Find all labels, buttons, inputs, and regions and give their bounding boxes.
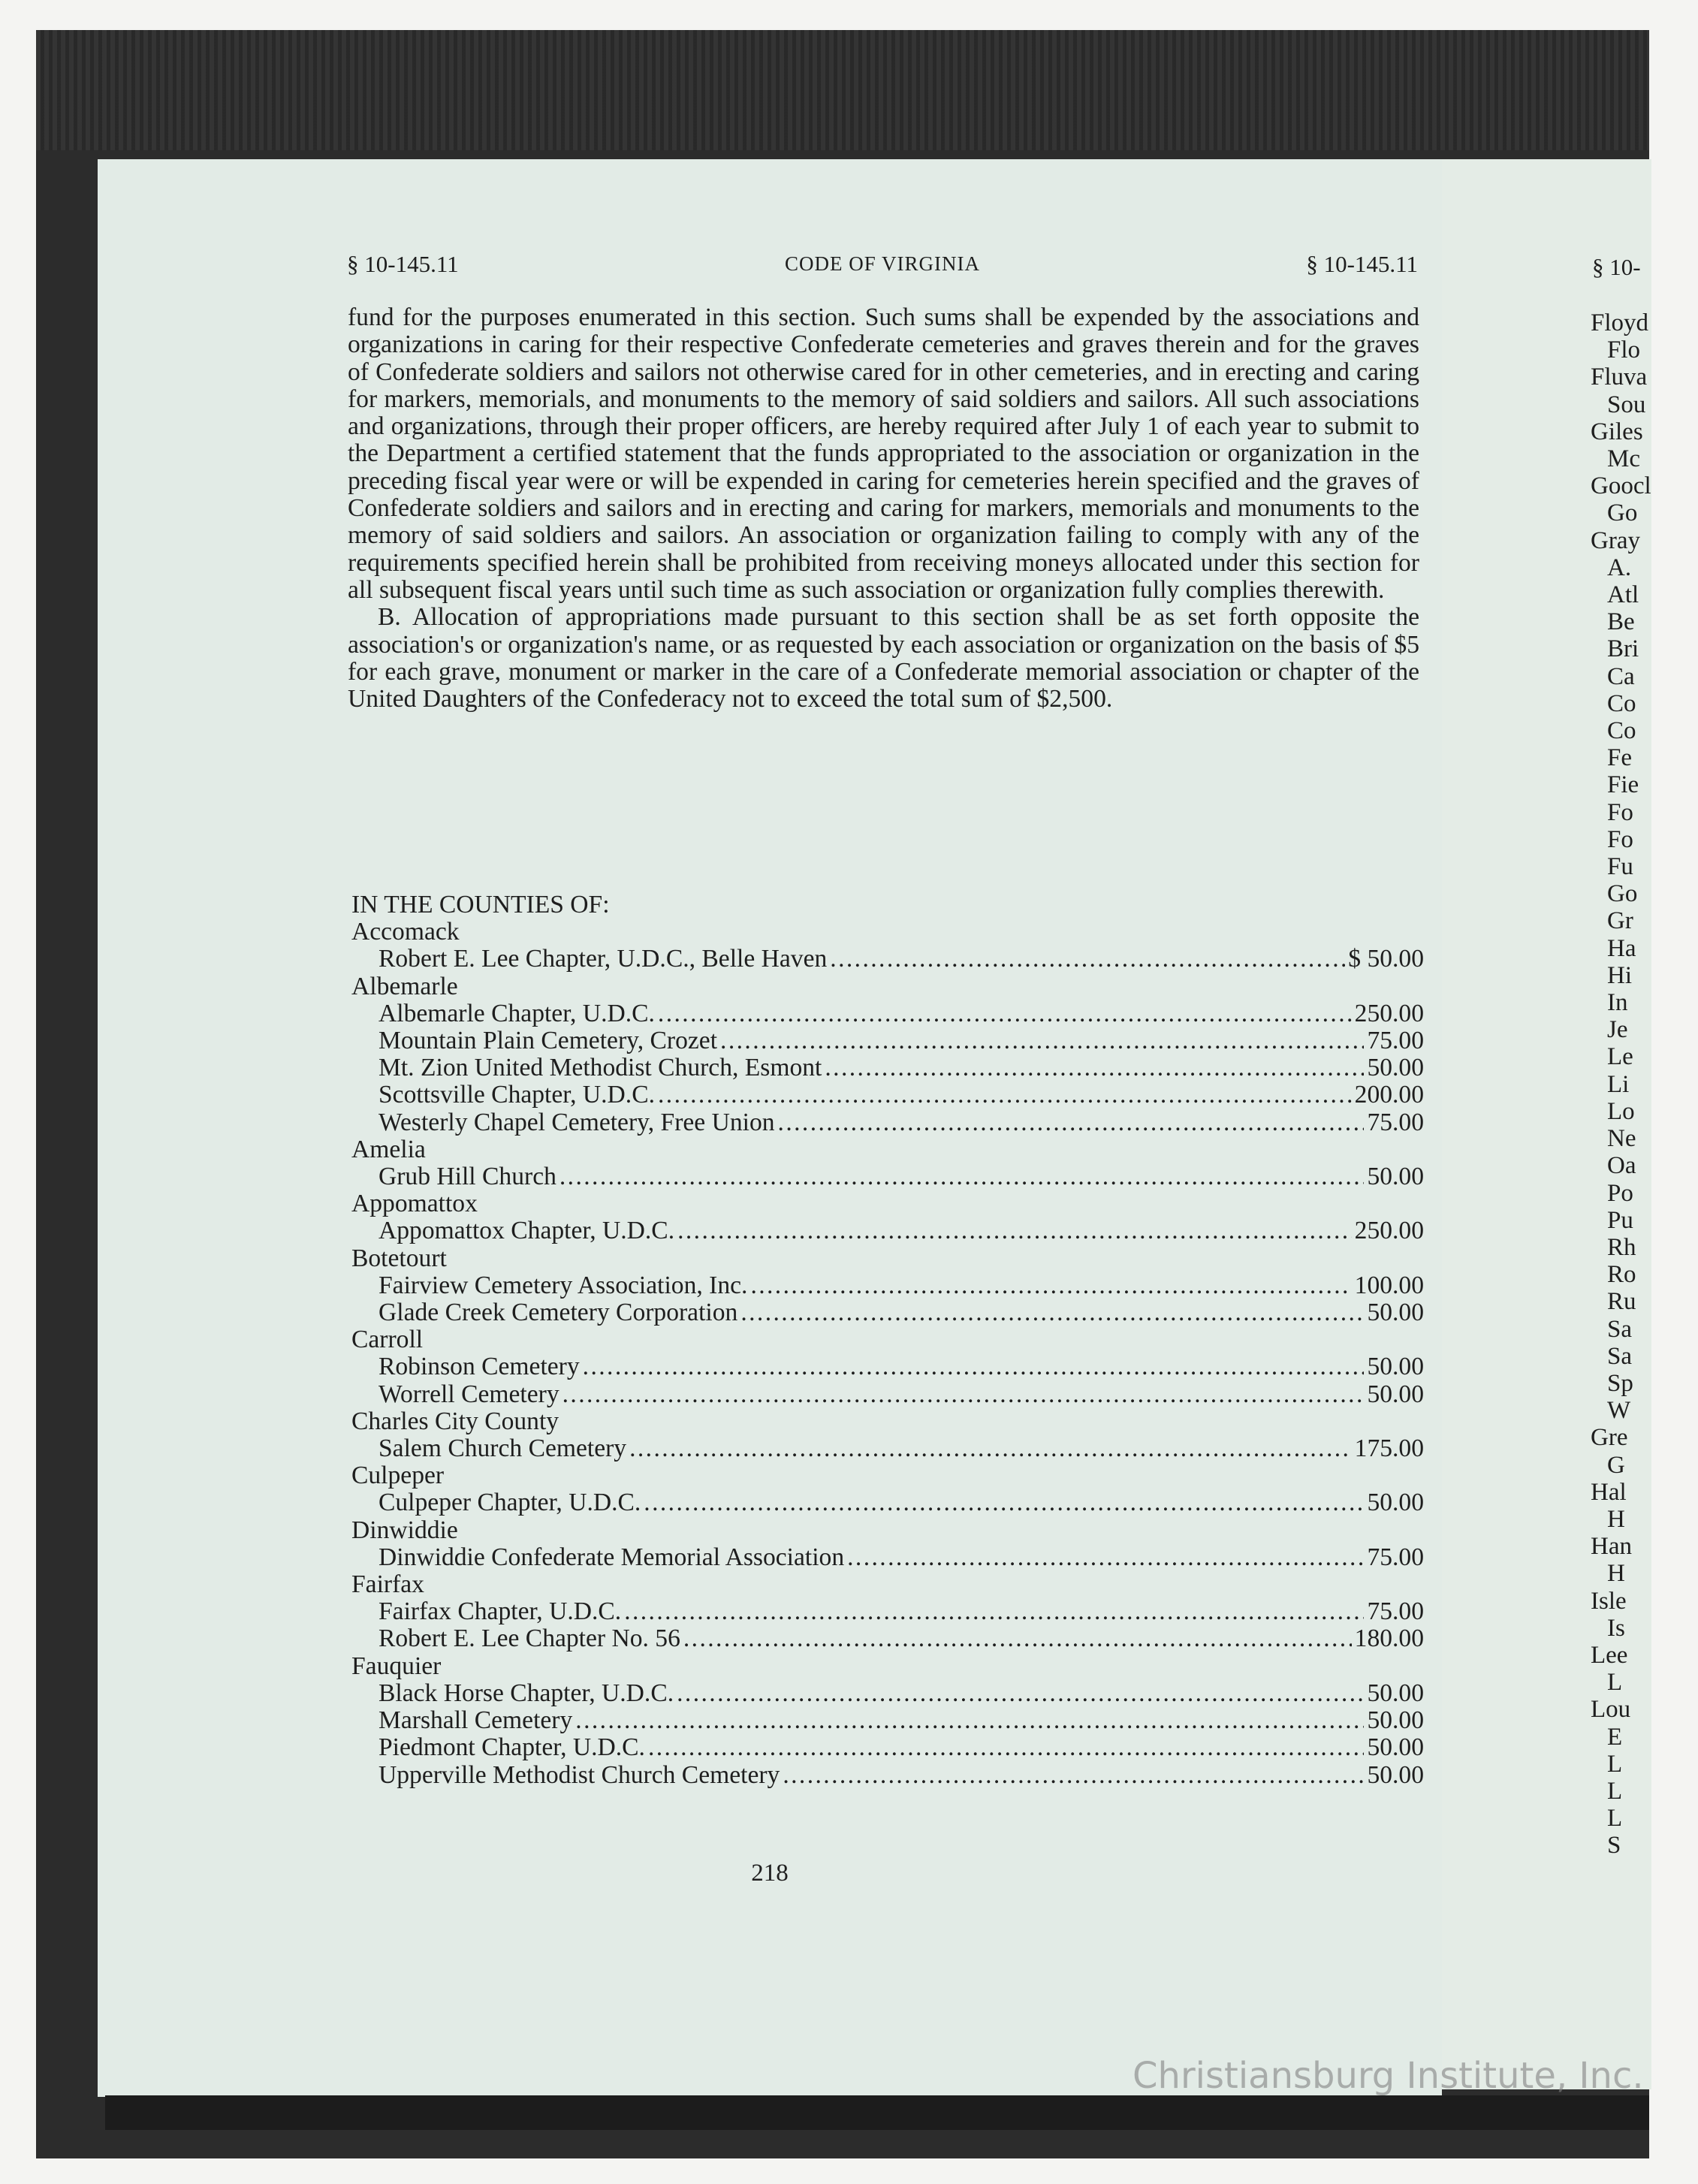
facing-page-line: Co [1607, 689, 1636, 717]
leader-dots [644, 1489, 1364, 1516]
facing-page-line: Fe [1607, 744, 1632, 772]
facing-page-line: Pu [1607, 1206, 1633, 1234]
leader-dots [658, 1000, 1352, 1027]
leader-dots [677, 1680, 1364, 1707]
facing-page-line: Ru [1607, 1288, 1636, 1316]
facing-page-line: Gray [1591, 526, 1640, 554]
leader-dots [575, 1707, 1364, 1734]
organization-name: Robert E. Lee Chapter No. 56 [379, 1624, 680, 1653]
organization-name: Fairfax Chapter, U.D.C. [379, 1597, 622, 1626]
facing-page-line: Fu [1607, 853, 1633, 881]
facing-page-line: L [1607, 1805, 1623, 1833]
allocation-amount: 50.00 [1367, 1163, 1424, 1191]
county-name: Accomack [351, 918, 460, 946]
leader-dots [562, 1381, 1365, 1408]
facing-page-line: Po [1607, 1179, 1633, 1207]
organization-name: Albemarle Chapter, U.D.C. [379, 999, 655, 1027]
section-number-left: § 10-145.11 [347, 251, 459, 277]
allocation-list [351, 891, 1424, 1789]
allocation-amount: 75.00 [1367, 1597, 1424, 1626]
leader-dots [825, 1054, 1364, 1081]
allocation-amount: 75.00 [1367, 1027, 1424, 1055]
allocation-entry [351, 1027, 1424, 1054]
organization-name: Robert E. Lee Chapter, U.D.C., Belle Haven [379, 945, 828, 973]
facing-page-line: L [1607, 1669, 1623, 1697]
facing-page-line: S [1607, 1832, 1621, 1860]
allocation-entry [351, 1163, 1424, 1190]
leader-dots [683, 1625, 1352, 1652]
facing-page-line: Giles [1591, 418, 1643, 445]
facing-page-line: Le [1607, 1043, 1633, 1071]
facing-page-line: Sou [1607, 391, 1646, 418]
allocation-amount: 250.00 [1354, 1217, 1424, 1245]
allocation-entry [351, 1598, 1424, 1625]
allocation-entry [351, 1381, 1424, 1408]
county-name: Albemarle [351, 972, 458, 1000]
county-name: Amelia [351, 1135, 426, 1163]
organization-name: Appomattox Chapter, U.D.C. [379, 1217, 675, 1245]
leader-dots [830, 946, 1345, 973]
allocation-entry [351, 1299, 1424, 1326]
allocation-amount: 50.00 [1367, 1054, 1424, 1082]
allocation-entry [351, 1707, 1424, 1734]
facing-page-line: Be [1607, 608, 1635, 636]
allocation-entry [351, 946, 1424, 973]
facing-page-line: L [1607, 1750, 1623, 1778]
county-name: Culpeper [351, 1462, 445, 1490]
organization-name: Mountain Plain Cemetery, Crozet [379, 1027, 718, 1055]
allocation-entry [351, 1054, 1424, 1081]
allocation-amount: 200.00 [1354, 1081, 1424, 1109]
facing-page-line: H [1607, 1505, 1625, 1533]
allocation-entry [351, 1734, 1424, 1761]
allocation-amount: 180.00 [1354, 1624, 1424, 1653]
allocation-amount: 175.00 [1354, 1434, 1424, 1463]
facing-page-line: Hi [1607, 961, 1632, 989]
leader-dots [629, 1435, 1352, 1462]
facing-page-line: Fo [1607, 798, 1633, 826]
leader-dots [750, 1272, 1351, 1299]
allocation-amount: 50.00 [1367, 1679, 1424, 1707]
facing-page-line: Lou [1591, 1696, 1631, 1724]
organization-name: Marshall Cemetery [379, 1706, 573, 1735]
leader-dots [783, 1762, 1364, 1789]
county-name: Fairfax [351, 1570, 424, 1599]
facing-page-line: Ro [1607, 1261, 1636, 1289]
county-name: Charles City County [351, 1407, 559, 1435]
facing-page-line: Fo [1607, 825, 1633, 853]
facing-page-line: Oa [1607, 1152, 1636, 1180]
facing-page-line: Flo [1607, 336, 1641, 364]
allocation-amount: 50.00 [1367, 1299, 1424, 1327]
facing-page-line: Is [1607, 1614, 1625, 1642]
allocation-amount: 50.00 [1367, 1489, 1424, 1517]
county-name: Carroll [351, 1326, 424, 1354]
facing-page-line: L [1607, 1777, 1623, 1805]
organization-name: Worrell Cemetery [379, 1380, 559, 1408]
allocation-entry [351, 1217, 1424, 1244]
leader-dots [677, 1217, 1352, 1244]
paragraph-a-continued: fund for the purposes enumerated in this section. Such sums shall be expended by the associations and organizations in caring for their respective Confederate cemeteries and graves therein and for the graves of Confederate soldiers and sailors not otherwise cared for in other cemeteries, and in erecting and caring for markers, memorials, and monuments to the memory of said soldiers and sailors. All such associations and organizations, through their proper officers, are hereby required after July 1 of each year to submit to the Department a certified statement that the funds appropriated to the association or organization in the preceding fiscal year were or will be expended in caring for cemeteries herein specified and the graves of Confederate soldiers and sailors and in erecting and caring for markers, memorials and monuments to the memory of said soldiers and sailors. An association or organization failing to comply with any of the requirements specified herein shall be prohibited from receiving moneys allocated under this section for all subsequent fiscal years until such time as such association or organization fully complies therewith. [348, 303, 1419, 604]
document-page [98, 159, 1442, 2097]
allocation-amount: 50.00 [1367, 1706, 1424, 1735]
facing-page-line: Fie [1607, 771, 1639, 799]
organization-name: Dinwiddie Confederate Memorial Association [379, 1543, 845, 1571]
facing-page-line: Han [1591, 1533, 1632, 1561]
county-name: Dinwiddie [351, 1516, 458, 1544]
facing-page-line: Li [1607, 1070, 1630, 1098]
facing-page-line: Ca [1607, 662, 1635, 690]
facing-page-line: Mc [1607, 445, 1640, 473]
scan-bottom-edge [105, 2095, 1649, 2130]
organization-name: Black Horse Chapter, U.D.C. [379, 1679, 674, 1707]
allocation-entry [351, 1489, 1424, 1516]
statute-text [348, 304, 1419, 713]
facing-page-line: W [1607, 1397, 1631, 1425]
organization-name: Piedmont Chapter, U.D.C. [379, 1733, 645, 1762]
allocation-amount: 100.00 [1354, 1271, 1424, 1299]
watermark: Christiansburg Institute, Inc. [1133, 2055, 1644, 2097]
facing-page-line: Sa [1607, 1342, 1632, 1370]
organization-name: Grub Hill Church [379, 1163, 556, 1191]
allocation-entry [351, 1435, 1424, 1462]
leader-dots [559, 1163, 1365, 1190]
organization-name: Fairview Cemetery Association, Inc. [379, 1271, 748, 1299]
facing-page-line: H [1607, 1560, 1625, 1588]
facing-page-header: § 10- [1592, 254, 1641, 280]
facing-page-line: Sp [1607, 1369, 1633, 1397]
facing-page-line: Rh [1607, 1233, 1636, 1261]
facing-page-line: Ne [1607, 1125, 1636, 1153]
facing-page-line: Hal [1591, 1478, 1627, 1506]
leader-dots [720, 1027, 1364, 1054]
facing-page-line: Co [1607, 717, 1636, 745]
organization-name: Robinson Cemetery [379, 1353, 580, 1381]
organization-name: Scottsville Chapter, U.D.C. [379, 1081, 655, 1109]
facing-page-line: E [1607, 1723, 1623, 1751]
organization-name: Mt. Zion United Methodist Church, Esmont [379, 1054, 822, 1082]
allocation-entry [351, 1544, 1424, 1571]
leader-dots [658, 1081, 1352, 1109]
facing-page-line: Gre [1591, 1424, 1628, 1452]
allocation-amount: $ 50.00 [1348, 945, 1424, 973]
facing-page-line: Isle [1591, 1587, 1627, 1615]
leader-dots [778, 1109, 1365, 1136]
facing-page-line: Fluva [1591, 363, 1648, 391]
organization-name: Glade Creek Cemetery Corporation [379, 1299, 738, 1327]
section-number-right: § 10-145.11 [1306, 251, 1418, 277]
allocation-amount: 250.00 [1354, 999, 1424, 1027]
allocation-entry [351, 1762, 1424, 1789]
leader-dots [583, 1353, 1365, 1380]
facing-page-line: Sa [1607, 1315, 1632, 1343]
leader-dots [648, 1734, 1365, 1761]
county-name: Fauquier [351, 1652, 442, 1680]
facing-page-line: Atl [1607, 581, 1639, 609]
page-title: CODE OF VIRGINIA [784, 252, 980, 275]
organization-name: Culpeper Chapter, U.D.C. [379, 1489, 641, 1517]
allocation-entry [351, 1625, 1424, 1652]
allocation-entry [351, 1000, 1424, 1027]
allocation-amount: 75.00 [1367, 1543, 1424, 1571]
facing-page-line: Bri [1607, 635, 1639, 663]
county-name: Botetourt [351, 1244, 447, 1272]
facing-page-line: Go [1607, 880, 1638, 908]
facing-page-line: A. [1607, 554, 1632, 581]
allocation-entry [351, 1272, 1424, 1299]
allocation-entry [351, 1081, 1424, 1109]
paragraph-b: B. Allocation of appropriations made pursuant to this section shall be as set forth opposite the association's or organization's name, or as requested by each association or organization on the basis of $5 for each grave, monument or marker in the care of a Confederate memorial association or chapter of the United Daughters of the Confederacy not to exceed the total sum of $2,500. [348, 603, 1419, 713]
allocation-amount: 50.00 [1367, 1380, 1424, 1408]
organization-name: Upperville Methodist Church Cemetery [379, 1760, 780, 1789]
leader-dots [847, 1544, 1364, 1571]
facing-page-line: G [1607, 1451, 1625, 1479]
leader-dots [740, 1299, 1364, 1326]
facing-page-line: Goocl [1591, 472, 1651, 500]
allocation-amount: 50.00 [1367, 1353, 1424, 1381]
allocation-entry [351, 1109, 1424, 1136]
allocation-entry [351, 1353, 1424, 1380]
facing-page-line: Lee [1591, 1641, 1628, 1669]
allocation-amount: 50.00 [1367, 1760, 1424, 1789]
list-heading: IN THE COUNTIES OF: [351, 891, 610, 919]
facing-page-line: Gr [1607, 907, 1633, 935]
facing-page-line: Ha [1607, 934, 1636, 962]
page-number: 218 [751, 1860, 789, 1887]
leader-dots [624, 1598, 1364, 1625]
facing-page-line: Go [1607, 499, 1638, 527]
allocation-amount: 75.00 [1367, 1108, 1424, 1136]
facing-page-line: Floyd [1591, 309, 1649, 336]
facing-page-text [1591, 309, 1658, 1860]
facing-page-line: Lo [1607, 1097, 1635, 1125]
organization-name: Salem Church Cemetery [379, 1434, 627, 1463]
facing-page-line: In [1607, 989, 1628, 1017]
allocation-amount: 50.00 [1367, 1733, 1424, 1762]
county-name: Appomattox [351, 1190, 478, 1218]
organization-name: Westerly Chapel Cemetery, Free Union [379, 1108, 775, 1136]
allocation-entry [351, 1680, 1424, 1707]
facing-page-line: Je [1607, 1016, 1628, 1044]
